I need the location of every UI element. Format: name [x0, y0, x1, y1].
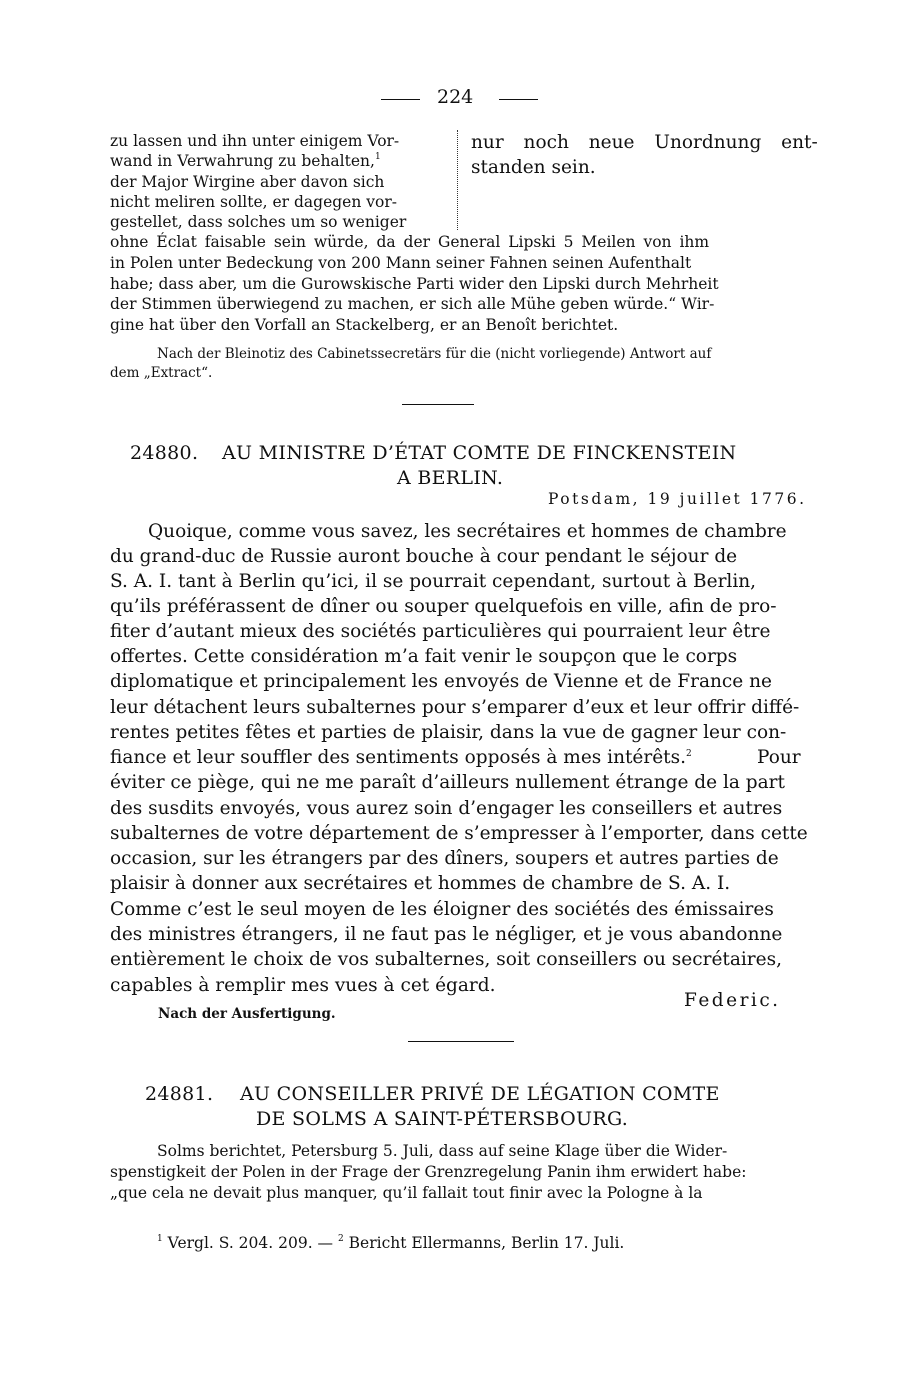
note-line-1: Nach der Bleinotiz des Cabinetssecretärs für die (nicht vorliegende) Antwort auf	[157, 346, 712, 362]
signature: Federic.	[684, 990, 781, 1011]
left-col-line-5: gestellet, dass solches um so weniger	[110, 213, 407, 231]
body-line-7: diplomatique et principalement les envoyés de Vienne et de France ne	[110, 671, 772, 692]
full-line-5: gine hat über den Vorfall an Stackelberg, er an Benoît berichtet.	[110, 316, 619, 334]
footnote-mark-2: 2	[338, 1234, 344, 1244]
full-line-4: der Stimmen überwiegend zu machen, er sich alle Mühe geben würde.“ Wir-	[110, 295, 715, 313]
note-line-2: dem „Extract“.	[110, 365, 213, 381]
section-divider	[408, 1041, 514, 1042]
body-line-11: éviter ce piège, qui ne me paraît d’ailleurs nullement étrange de la part	[110, 772, 785, 793]
section-divider	[402, 404, 474, 405]
letter-number: 24880.	[130, 442, 199, 464]
body-line-6: offertes. Cette considération m’a fait venir le soupçon que le corps	[110, 646, 738, 667]
summary-line-2: spenstigkeit der Polen in der Frage der Grenzregelung Panin ihm erwidert habe:	[110, 1163, 747, 1181]
body-line-18: entièrement le choix de vos subalternes, soit conseillers ou secrétaires,	[110, 949, 782, 970]
left-col-line-3: der Major Wirgine aber davon sich	[110, 173, 385, 191]
body-line-4: qu’ils préférassent de dîner ou souper quelquefois en ville, afin de pro-	[110, 596, 777, 617]
letter-heading-line-1: AU CONSEILLER PRIVÉ DE LÉGATION COMTE	[240, 1083, 720, 1105]
left-col-line-4: nicht meliren sollte, er dagegen vor-	[110, 193, 397, 211]
source-note: Nach der Ausfertigung.	[158, 1006, 336, 1022]
footnote-mark: 1	[374, 152, 381, 162]
body-line-10	[110, 747, 692, 768]
body-line-2: du grand-duc de Russie auront bouche à cour pendant le séjour de	[110, 546, 738, 567]
full-line-1: ohne Éclat faisable sein würde, da der General Lipski 5 Meilen von ihm	[110, 233, 710, 251]
summary-line-1: Solms berichtet, Petersburg 5. Juli, dass auf seine Klage über die Wider-	[157, 1142, 728, 1160]
body-line-8: leur détachent leurs subalternes pour s’emparer d’eux et leur offrir diffé-	[110, 697, 800, 718]
full-line-2: in Polen unter Bedeckung von 200 Mann seiner Fahnen seinen Aufenthalt	[110, 254, 692, 272]
letter-heading-line-1: AU MINISTRE D’ÉTAT COMTE DE FINCKENSTEIN	[222, 442, 737, 464]
left-col-line-1: zu lassen und ihn unter einigem Vor-	[110, 132, 400, 150]
body-line-12: des susdits envoyés, vous aurez soin d’engager les conseillers et autres	[110, 798, 783, 819]
text-line	[110, 152, 442, 170]
body-line-1: Quoique, comme vous savez, les secrétaires et hommes de chambre	[148, 521, 787, 542]
page-number: 224	[437, 86, 474, 108]
footnote-mark: 2	[685, 749, 692, 759]
body-line-16: Comme c’est le seul moyen de les éloigner des sociétés des émissaires	[110, 899, 774, 920]
footnote-mark-1: 1	[157, 1234, 163, 1244]
letter-heading-line-2: A BERLIN.	[397, 467, 504, 489]
left-col-line-2: wand in Verwahrung zu behalten,	[110, 152, 375, 170]
body-line-9: rentes petites fêtes et parties de plaisir, dans la vue de gagner leur con-	[110, 722, 787, 743]
body-line-14: occasion, sur les étrangers par des dîners, soupers et autres parties de	[110, 848, 779, 869]
body-line-10-tail: Pour	[757, 747, 801, 768]
footnote-text-1: Vergl. S. 204. 209. —	[167, 1234, 334, 1252]
right-col-line-1: nur noch neue Unordnung ent-	[471, 132, 818, 153]
body-line-5: fiter d’autant mieux des sociétés particulières qui pourraient leur être	[110, 621, 771, 642]
letter-number: 24881.	[145, 1083, 214, 1105]
body-line-15: plaisir à donner aux secrétaires et hommes de chambre de S. A. I.	[110, 873, 731, 894]
body-line-13: subalternes de votre département de s’empresser à l’emporter, dans cette	[110, 823, 808, 844]
body-line-10-text: fiance et leur souffler des sentiments opposés à mes intérêts.	[110, 747, 686, 768]
right-col-line-2: standen sein.	[471, 157, 596, 178]
body-line-19: capables à remplir mes vues à cet égard.	[110, 975, 496, 996]
page-number-rule-left	[381, 99, 420, 100]
column-divider	[457, 130, 458, 230]
footnotes	[157, 1234, 624, 1252]
footnote-text-2: Bericht Ellermanns, Berlin 17. Juli.	[348, 1234, 625, 1252]
summary-line-3: „que cela ne devait plus manquer, qu’il fallait tout finir avec la Pologne à la	[110, 1184, 703, 1202]
body-line-3: S. A. I. tant à Berlin qu’ici, il se pourrait cependant, surtout à Berlin,	[110, 571, 757, 592]
body-line-17: des ministres étrangers, il ne faut pas le négliger, et je vous abandonne	[110, 924, 783, 945]
full-line-3: habe; dass aber, um die Gurowskische Parti wider den Lipski durch Mehrheit	[110, 275, 719, 293]
text-line	[110, 132, 442, 150]
letter-heading-line-2: DE SOLMS A SAINT-PÉTERSBOURG.	[256, 1108, 629, 1130]
letter-dateline: Potsdam, 19 juillet 1776.	[548, 490, 807, 508]
page-number-rule-right	[499, 99, 538, 100]
